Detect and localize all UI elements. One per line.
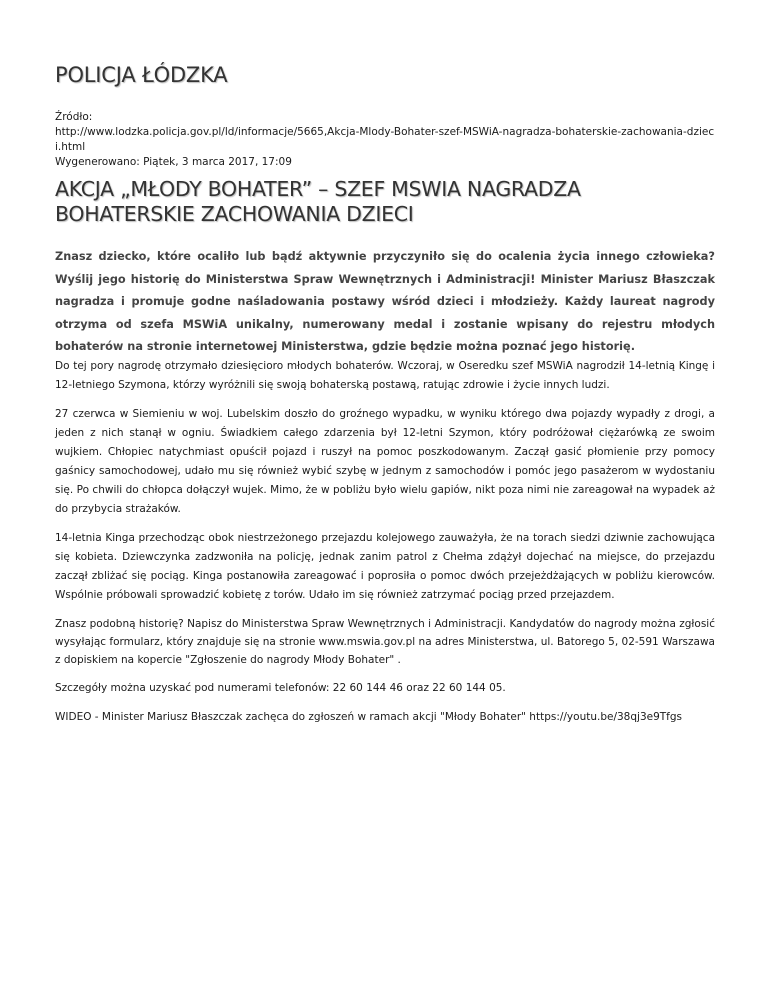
article-paragraph: WIDEO - Minister Mariusz Błaszczak zachęca do zgłoszeń w ramach akcji "Młody Bohater" https://youtu.be/38qj3e9Tfgs [55, 711, 683, 723]
generated-date: Wygenerowano: Piątek, 3 marca 2017, 17:09 [55, 156, 292, 168]
document-meta [55, 110, 715, 170]
article-paragraph: 14-letnia Kinga przechodząc obok niestrzeżonego przejazdu kolejowego zauważyła, że na torach siedzi dziwnie zachowująca się kobieta. Dziewczynka zadzwoniła na policję, jednak zanim patrol z Chełma zdążył dojechać na miejsce, do przejazdu zaczął zbliżać się pociąg. Kinga postanowiła zareagować i poprosiła o pomoc dwóch przejeżdżających w pobliżu kierowców. Wspólnie próbowali sprowadzić kobietę z torów. Udało im się również zatrzymać pociąg przed przejazdem. [55, 532, 715, 601]
site-title: POLICJA ŁÓDZKA [55, 63, 228, 87]
article-title: AKCJA „MŁODY BOHATER” – SZEF MSWIA NAGRADZA BOHATERSKIE ZACHOWANIA DZIECI [55, 177, 581, 226]
article-lead: Znasz dziecko, które ocaliło lub bądź aktywnie przyczyniło się do ocalenia życia innego człowieka? Wyślij jego historię do Ministerstwa Spraw Wewnętrznych i Administracji! Minister Mariusz Błaszczak nagradza i promuje godne naśladowania postawy wśród dzieci i młodzieży. Każdy laureat nagrody otrzyma od szefa MSWiA unikalny, numerowany medal i zostanie wpisany do rejestru młodych bohaterów na stronie internetowej Ministerstwa, gdzie będzie można poznać jego historię. [55, 250, 715, 353]
source-url: http://www.lodzka.policja.gov.pl/ld/informacje/5665,Akcja-Mlody-Bohater-szef-MSWiA-nagradza-bohaterskie-zachowania-dzieci.html [55, 126, 715, 153]
article-body [55, 357, 715, 737]
article-paragraph: Do tej pory nagrodę otrzymało dziesięcioro młodych bohaterów. Wczoraj, w Oseredku szef MSWiA nagrodził 14-letnią Kingę i 12-letniego Szymona, którzy wyróżnili się swoją bohaterską postawą, ratując zdrowie i życie innych ludzi. [55, 360, 715, 391]
article-paragraph: 27 czerwca w Siemieniu w woj. Lubelskim doszło do groźnego wypadku, w wyniku którego dwa pojazdy wypadły z drogi, a jeden z nich stanął w ogniu. Świadkiem całego zdarzenia był 12-letni Szymon, który podróżował ciężarówką ze swoim wujkiem. Chłopiec natychmiast opuścił pojazd i ruszył na pomoc poszkodowanym. Zaczął gasić płomienie przy pomocy gaśnicy samochodowej, udało mu się również wybić szybę w jednym z samochodów i pomóc jego pasażerom w wydostaniu się. Po chwili do chłopca dołączył wujek. Mimo, że w pobliżu było wielu gapiów, nikt poza nimi nie zareagował na wypadek aż do przybycia strażaków. [55, 408, 715, 515]
source-label: Źródło: [55, 111, 93, 123]
article-paragraph: Znasz podobną historię? Napisz do Ministerstwa Spraw Wewnętrznych i Administracji. Kandydatów do nagrody można zgłosić wysyłając formularz, który znajduje się na stronie www.mswia.gov.pl na adres Ministerstwa, ul. Batorego 5, 02-591 Warszawa z dopiskiem na kopercie "Zgłoszenie do nagrody Młody Bohater" . [55, 618, 715, 666]
article-paragraph: Szczegóły można uzyskać pod numerami telefonów: 22 60 144 46 oraz 22 60 144 05. [55, 682, 506, 694]
